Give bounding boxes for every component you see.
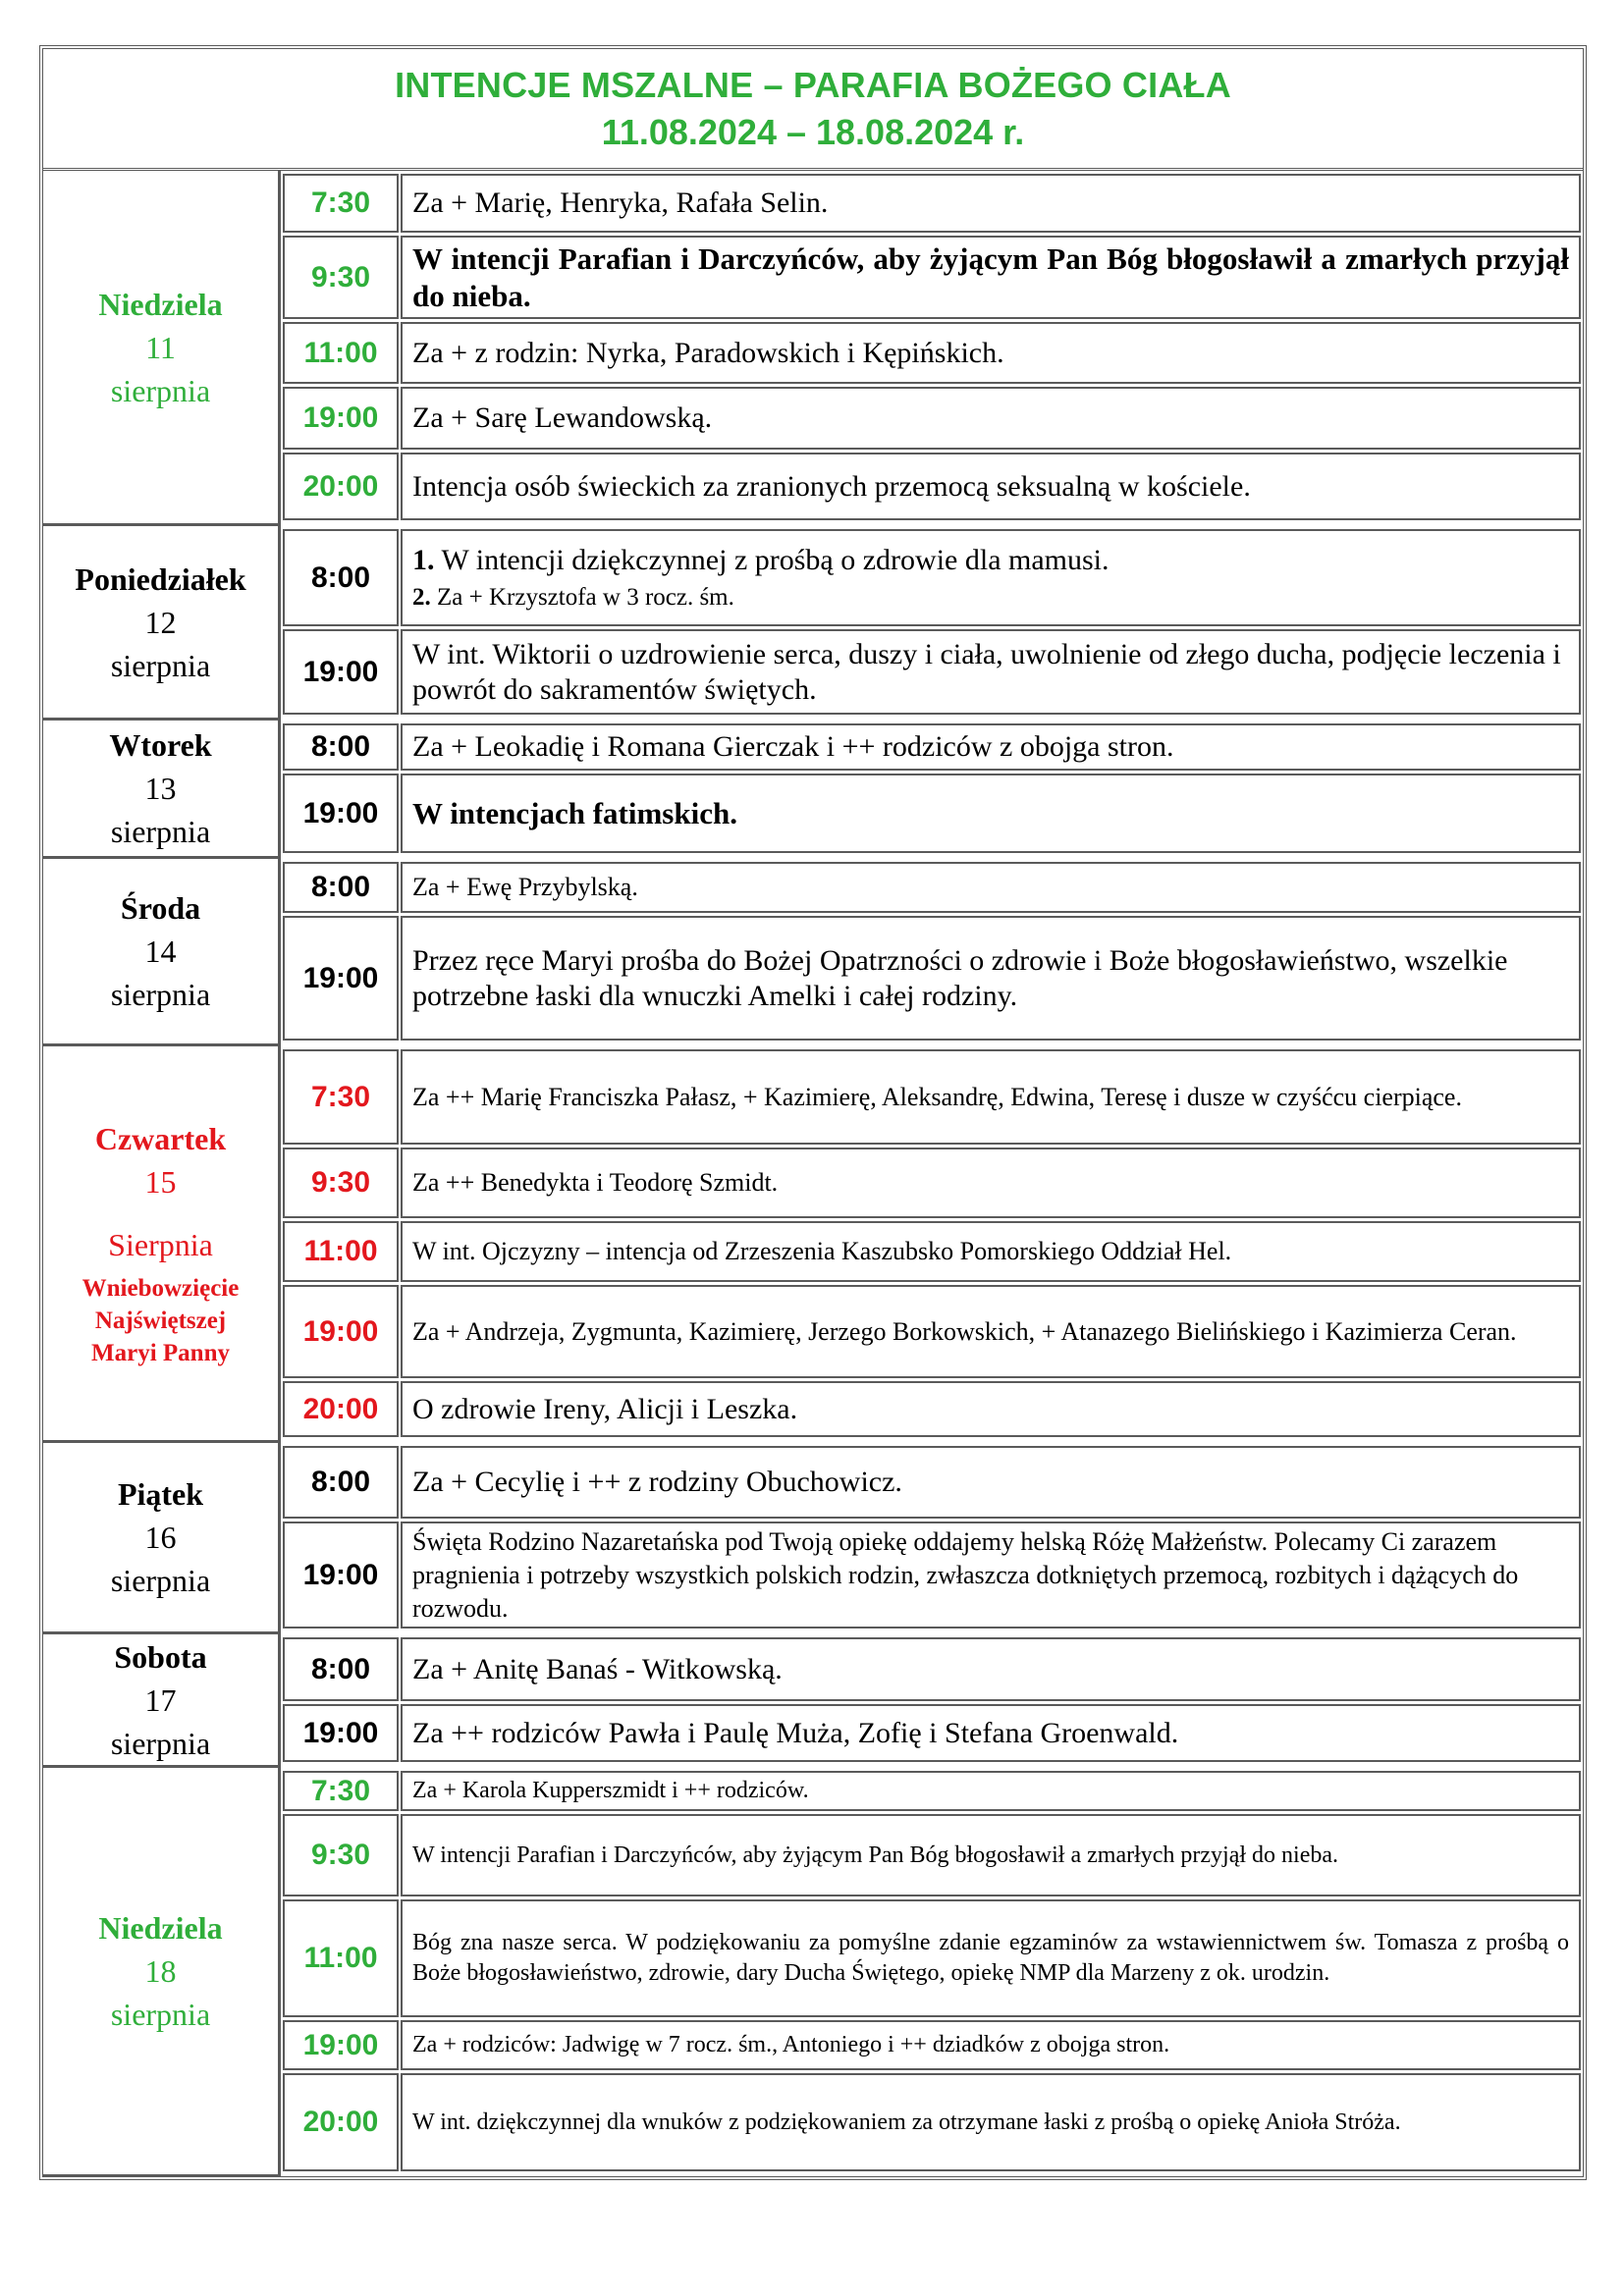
mass-row [281,1896,1583,2017]
item-number: 2. [412,583,431,611]
mass-intention: W intencjach fatimskich. [401,774,1581,853]
mass-time: 8:00 [283,1446,399,1519]
mass-row [281,1046,1583,1145]
mass-time: 19:00 [283,916,399,1041]
mass-intention: Za + Leokadię i Romana Gierczak i ++ rodziców z obojga stron. [401,723,1581,771]
mass-time: 8:00 [283,1637,399,1701]
mass-row [281,626,1583,721]
mass-intention: Przez ręce Maryi prośba do Bożej Opatrzności o zdrowie i Boże błogosławieństwo, wszelkie potrzebne łaski dla wnuczki Amelki i całej rodziny. [401,916,1581,1041]
day-number: 14 [144,934,177,969]
mass-row [281,171,1583,233]
mass-intention: Za + Karola Kupperszmidt i ++ rodziców. [401,1771,1581,1811]
mass-row [281,1218,1583,1282]
day-number: 18 [144,1953,177,1989]
day-block-wednesday-14 [43,859,1583,1046]
mass-intention: Bóg zna nasze serca. W podziękowaniu za pomyślne zdanie egzaminów za wstawiennictwem św. Tomasza z prośbą o Boże błogosławieństwo, zdrowie, dary Ducha Świętego, opiekę NMP dla Marzeny z ok. urodzin. [401,1899,1581,2017]
day-month: sierpnia [110,814,211,849]
day-cell [43,526,281,721]
mass-list [281,526,1583,721]
mass-time: 20:00 [283,2073,399,2171]
day-block-sunday-18 [43,1768,1583,2177]
day-cell [43,1768,281,2177]
day-month: sierpnia [110,1997,211,2032]
day-block-sunday-11 [43,171,1583,526]
item-text: W intencji dziękczynnej z prośbą o zdrowie dla mamusi. [434,543,1110,576]
mass-list [281,1443,1583,1634]
day-name: Poniedziałek [75,561,246,597]
day-block-saturday-17 [43,1634,1583,1768]
mass-intention: W int. dziękczynnej dla wnuków z podziękowaniem za otrzymane łaski z prośbą o opiekę Anioła Stróża. [401,2073,1581,2171]
day-block-thursday-15 [43,1046,1583,1443]
day-name: Czwartek [94,1121,227,1156]
day-month: sierpnia [110,1725,211,1761]
holiday-line: Maryi Panny [91,1340,230,1366]
intentions-sheet [39,45,1587,2180]
day-cell [43,859,281,1046]
mass-time: 7:30 [283,1771,399,1811]
mass-intention: Za + Sarę Lewandowską. [401,387,1581,450]
mass-intention: Za + Ewę Przybylską. [401,862,1581,913]
date-range: 11.08.2024 – 18.08.2024 r. [601,111,1025,152]
mass-time: 19:00 [283,387,399,450]
mass-time: 9:30 [283,1814,399,1896]
mass-time: 11:00 [283,1899,399,2017]
mass-row [281,721,1583,771]
day-cell [43,1634,281,1768]
sheet-header [43,49,1583,171]
mass-list [281,171,1583,526]
mass-time: 19:00 [283,1704,399,1762]
mass-intention: Intencja osób świeckich za zranionych przemocą seksualną w kościele. [401,453,1581,520]
mass-intention: W int. Wiktorii o uzdrowienie serca, duszy i ciała, uwolnienie od złego ducha, podjęcie leczenia i powrót do sakramentów świętych. [401,629,1581,715]
item-number: 1. [412,543,435,576]
mass-row [281,384,1583,450]
mass-row [281,1811,1583,1896]
day-month: sierpnia [110,647,211,683]
mass-row [281,2017,1583,2070]
mass-intention [401,529,1581,626]
day-number: 11 [145,329,176,365]
day-name: Wtorek [109,727,212,763]
day-cell [43,721,281,859]
holiday-line: Wniebowzięcie [81,1275,240,1302]
mass-row [281,319,1583,384]
mass-row [281,1145,1583,1218]
mass-time: 19:00 [283,629,399,715]
day-name: Niedziela [98,1910,223,1946]
day-name: Piątek [117,1476,204,1512]
mass-intention: Za + Andrzeja, Zygmunta, Kazimierę, Jerzego Borkowskich, + Atanazego Bielińskiego i Kazimierza Ceran. [401,1285,1581,1378]
day-block-friday-16 [43,1443,1583,1634]
mass-time: 19:00 [283,1522,399,1629]
day-number: 17 [144,1682,177,1718]
day-month: sierpnia [110,372,211,408]
day-month: sierpnia [110,977,211,1012]
mass-time: 19:00 [283,1285,399,1378]
mass-intention: Święta Rodzino Nazaretańska pod Twoją opiekę oddajemy helską Różę Małżeństw. Polecamy Ci zarazem pragnienia i potrzeby wszystkich polskich rodzin, zwłaszcza dotkniętych przemocą, rozbitych i dążących do rozwodu. [401,1522,1581,1629]
mass-time: 19:00 [283,2020,399,2070]
mass-row [281,1634,1583,1701]
mass-row [281,1282,1583,1378]
day-month: Sierpnia [108,1227,213,1262]
item-text: Za + Krzysztofa w 3 rocz. śm. [430,583,734,611]
mass-row [281,1519,1583,1634]
day-cell [43,1046,281,1443]
day-name: Sobota [114,1638,207,1675]
mass-intention: Za + z rodzin: Nyrka, Paradowskich i Kępińskich. [401,322,1581,384]
mass-intention: W intencji Parafian i Darczyńców, aby żyjącym Pan Bóg błogosławił a zmarłych przyjął do nieba. [401,236,1581,319]
day-name: Niedziela [98,286,223,322]
holiday-line: Najświętszej [94,1308,227,1334]
mass-list [281,1768,1583,2177]
day-block-monday-12 [43,526,1583,721]
mass-row [281,1443,1583,1519]
day-number: 12 [144,604,177,640]
mass-intention: Za ++ rodziców Pawła i Paulę Muża, Zofię i Stefana Groenwald. [401,1704,1581,1762]
mass-row [281,913,1583,1046]
mass-time: 11:00 [283,322,399,384]
mass-time: 20:00 [283,1381,399,1437]
mass-row [281,859,1583,913]
mass-time: 11:00 [283,1221,399,1282]
mass-time: 8:00 [283,529,399,626]
mass-list [281,1634,1583,1768]
day-cell [43,1443,281,1634]
day-cell [43,171,281,526]
mass-intention: Za ++ Benedykta i Teodorę Szmidt. [401,1148,1581,1218]
mass-row [281,1701,1583,1768]
day-number: 16 [144,1520,177,1555]
mass-time: 8:00 [283,723,399,771]
mass-row [281,771,1583,859]
mass-intention: Za + rodziców: Jadwigę w 7 rocz. śm., Antoniego i ++ dziadków z obojga stron. [401,2020,1581,2070]
mass-intention: Za + Marię, Henryka, Rafała Selin. [401,174,1581,233]
mass-row [281,233,1583,319]
mass-intention: Za + Anitę Banaś - Witkowską. [401,1637,1581,1701]
intention-line-2 [412,580,1569,615]
mass-list [281,721,1583,859]
mass-row [281,450,1583,526]
mass-intention: O zdrowie Ireny, Alicji i Leszka. [401,1381,1581,1437]
intention-line-1 [412,541,1569,580]
mass-time: 7:30 [283,174,399,233]
mass-row [281,2070,1583,2177]
mass-list [281,1046,1583,1443]
mass-row [281,526,1583,626]
mass-time: 9:30 [283,1148,399,1218]
day-name: Środa [120,890,201,926]
mass-intention: W intencji Parafian i Darczyńców, aby żyjącym Pan Bóg błogosławił a zmarłych przyjął do nieba. [401,1814,1581,1896]
mass-time: 9:30 [283,236,399,319]
mass-list [281,859,1583,1046]
day-number: 13 [144,771,177,806]
mass-time: 7:30 [283,1049,399,1145]
day-block-tuesday-13 [43,721,1583,859]
mass-time: 20:00 [283,453,399,520]
page-title: INTENCJE MSZALNE – PARAFIA BOŻEGO CIAŁA [395,64,1231,105]
mass-time: 8:00 [283,862,399,913]
mass-row [281,1768,1583,1811]
mass-row [281,1378,1583,1443]
holiday-name [82,1272,240,1369]
mass-time: 19:00 [283,774,399,853]
day-number: 15 [144,1164,177,1200]
mass-intention: Za + Cecylię i ++ z rodziny Obuchowicz. [401,1446,1581,1519]
day-month: sierpnia [110,1563,211,1598]
mass-intention: W int. Ojczyzny – intencja od Zrzeszenia Kaszubsko Pomorskiego Oddział Hel. [401,1221,1581,1282]
mass-intention: Za ++ Marię Franciszka Pałasz, + Kazimierę, Aleksandrę, Edwina, Teresę i dusze w czyśćcu cierpiące. [401,1049,1581,1145]
